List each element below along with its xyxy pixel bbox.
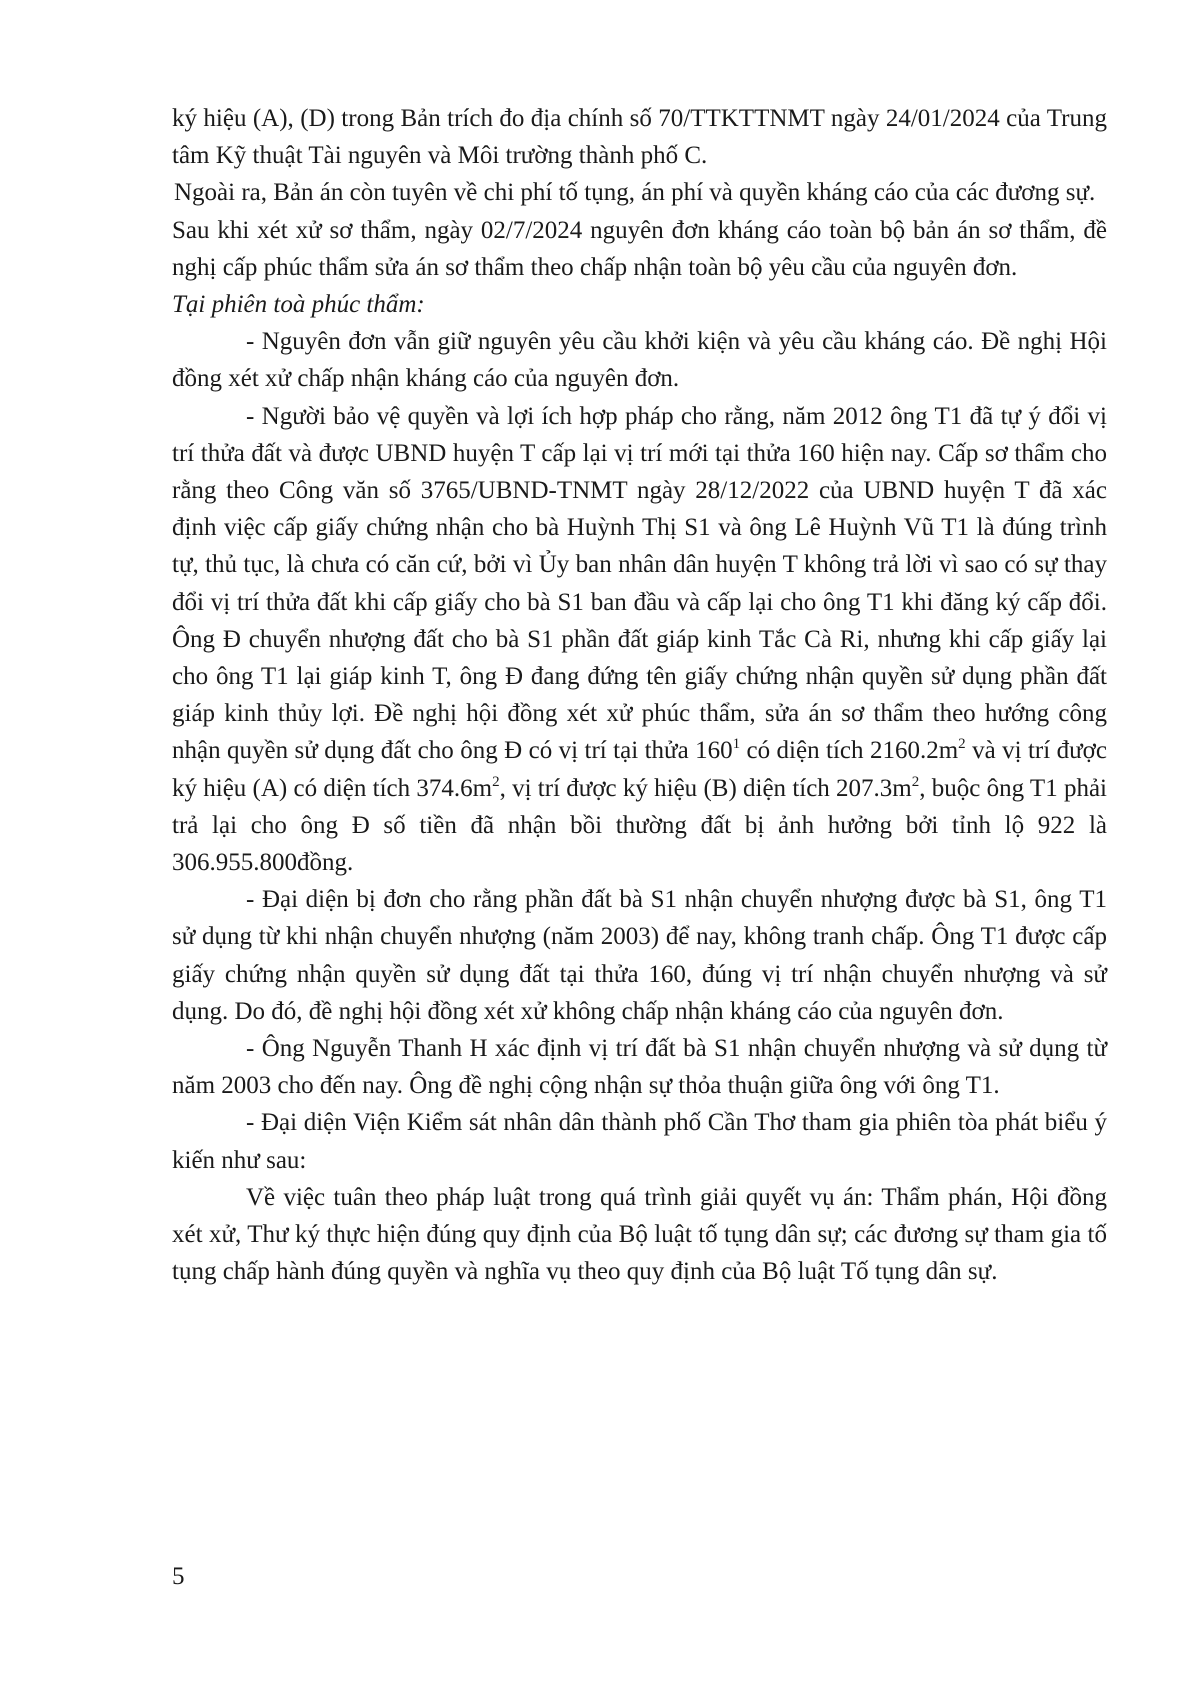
- superscript-unit: 2: [911, 773, 920, 790]
- protector-text-3: và vị trí được ký hiệu (A) có diện tích 374.6m: [172, 737, 1107, 802]
- paragraph-protector: [172, 398, 1107, 882]
- paragraph-plaintiff: - Nguyên đơn vẫn giữ nguyên yêu cầu khởi kiện và yêu cầu kháng cáo. Đề nghị Hội đồng xét xử chấp nhận kháng cáo của nguyên đơn.: [172, 328, 1107, 393]
- protector-text-2: có diện tích 2160.2m: [740, 737, 959, 765]
- protector-text-4: , vị trí được ký hiệu (B) diện tích 207.3m: [499, 774, 912, 802]
- paragraph-1: ký hiệu (A), (D) trong Bản trích đo địa chính số 70/TTKTTNMT ngày 24/01/2024 của Trung tâm Kỹ thuật Tài nguyên và Môi trường thành phố C.: [172, 105, 1107, 170]
- protector-text-1: - Người bảo vệ quyền và lợi ích hợp pháp cho rằng, năm 2012 ông T1 đã tự ý đổi vị trí thửa đất và được UBND huyện T cấp lại vị trí mới tại thửa 160 hiện nay. Cấp sơ thẩm cho rằng theo Công văn số 3765/UBND-TNMT ngày 28/12/2022 của UBND huyện T đã xác định việc cấp giấy chứng nhận cho bà Huỳnh Thị S1 và ông Lê Huỳnh Vũ T1 là đúng trình tự, thủ tục, là chưa có căn cứ, bởi vì Ủy ban nhân dân huyện T không trả lời vì sao có sự thay đổi vị trí thửa đất khi cấp giấy cho bà S1 ban đầu và cấp lại cho ông T1 khi đăng ký cấp đổi. Ông Đ chuyển nhượng đất cho bà S1 phần đất giáp kinh Tắc Cà Ri, nhưng khi cấp giấy lại cho ông T1 lại giáp kinh T, ông Đ đang đứng tên giấy chứng nhận quyền sử dụng phần đất giáp kinh thủy lợi. Đề nghị hội đồng xét xử phúc thẩm, sửa án sơ thẩm theo hướng công nhận quyền sử dụng đất cho ông Đ có vị trí tại thửa 160: [172, 402, 1107, 765]
- paragraph-defendant: - Đại diện bị đơn cho rằng phần đất bà S1 nhận chuyển nhượng được bà S1, ông T1 sử dụng từ khi nhận chuyển nhượng (năm 2003) để nay, không tranh chấp. Ông T1 được cấp giấy chứng nhận quyền sử dụng đất tại thửa 160, đúng vị trí nhận chuyển nhượng và sử dụng. Do đó, đề nghị hội đồng xét xử không chấp nhận kháng cáo của nguyên đơn.: [172, 886, 1107, 1025]
- page-number: 5: [172, 1563, 185, 1590]
- paragraph-3: Sau khi xét xử sơ thẩm, ngày 02/7/2024 nguyên đơn kháng cáo toàn bộ bản án sơ thẩm, đề nghị cấp phúc thẩm sửa án sơ thẩm theo chấp nhận toàn bộ yêu cầu của nguyên đơn.: [172, 216, 1107, 281]
- protector-text-5: , buộc ông T1 phải trả lại cho ông Đ số tiền đã nhận bồi thường đất bị ảnh hưởng bởi tỉnh lộ 922 là 306.955.800đồng.: [172, 774, 1107, 877]
- document-body: [172, 100, 1107, 1291]
- paragraph-2: Ngoài ra, Bản án còn tuyên về chi phí tố tụng, án phí và quyền kháng cáo của các đương sự.: [174, 179, 1096, 207]
- section-heading: Tại phiên toà phúc thẩm:: [172, 291, 425, 319]
- superscript-unit: 2: [958, 736, 966, 753]
- superscript-unit: 2: [492, 773, 500, 790]
- paragraph-procuracy: - Đại diện Viện Kiểm sát nhân dân thành phố Cần Thơ tham gia phiên tòa phát biểu ý kiến như sau:: [172, 1109, 1107, 1174]
- paragraph-related-party: - Ông Nguyễn Thanh H xác định vị trí đất bà S1 nhận chuyển nhượng và sử dụng từ năm 2003 cho đến nay. Ông đề nghị cộng nhận sự thỏa thuận giữa ông với ông T1.: [172, 1035, 1107, 1100]
- footnote-mark: 1: [732, 736, 741, 753]
- paragraph-compliance: Về việc tuân theo pháp luật trong quá trình giải quyết vụ án: Thẩm phán, Hội đồng xét xử, Thư ký thực hiện đúng quy định của Bộ luật tố tụng dân sự; các đương sự tham gia tố tụng chấp hành đúng quyền và nghĩa vụ theo quy định của Bộ luật Tố tụng dân sự.: [172, 1183, 1107, 1286]
